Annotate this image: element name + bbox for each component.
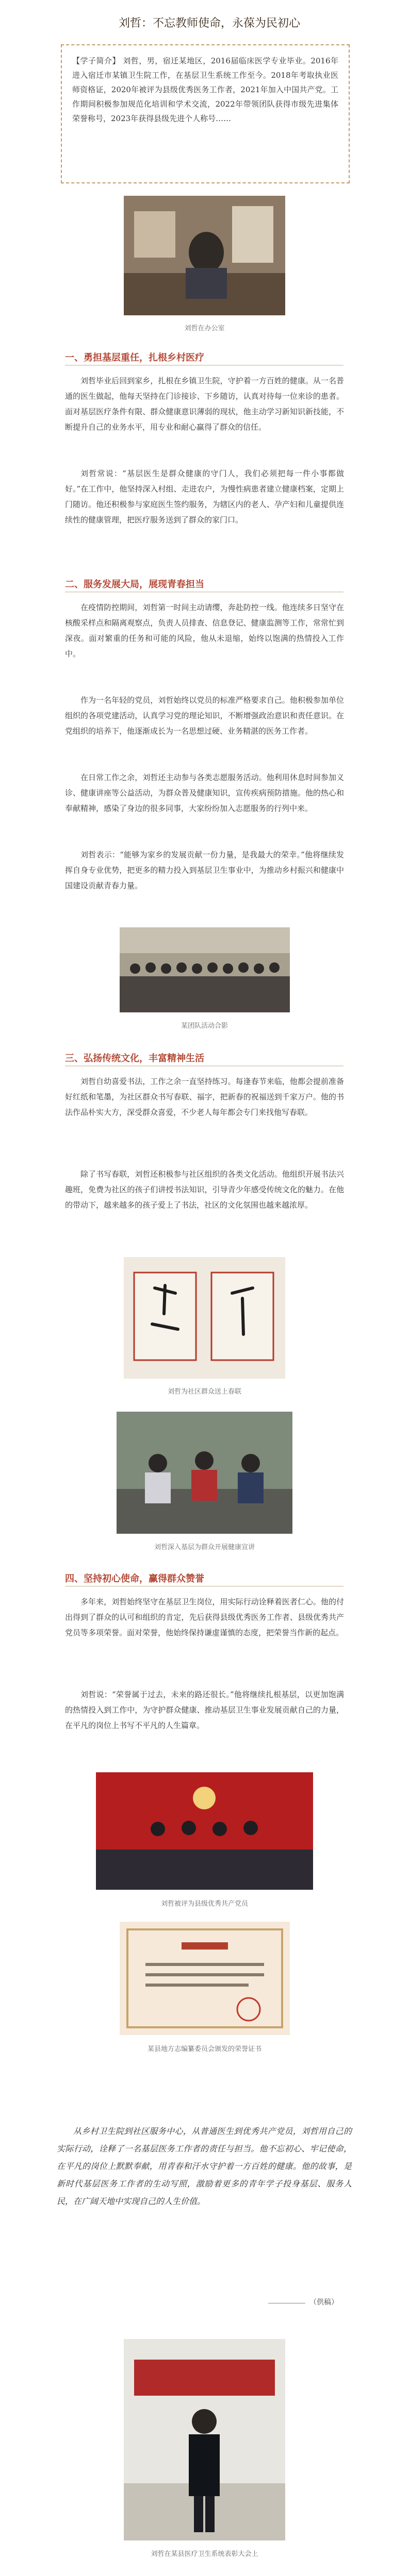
- photo-caption: 刘哲在办公室: [184, 325, 225, 332]
- award-stage-photo: [96, 1772, 313, 1890]
- section-paragraph: 刘哲毕业后回到家乡，扎根在乡镇卫生院，守护着一方百姓的健康。从一名普通的医生做起，他每天坚持在门诊接诊、下乡随访，认真对待每一位来诊的患者。面对基层医疗条件有限、群众健康意识薄弱的现状，他主动学习新知识新技能，不断提升自己的业务水平，用专业和耐心赢得了群众的信任。: [65, 376, 344, 432]
- portrait-photo: [124, 2339, 285, 2540]
- section-divider: [65, 365, 343, 366]
- photo-caption: 某团队活动合影: [181, 1022, 228, 1030]
- calligraphy-photo: [124, 1257, 285, 1379]
- photo-caption: 刘哲被评为县级优秀共产党员: [160, 1900, 248, 1908]
- section-heading: 一、勇担基层重任，扎根乡村医疗: [65, 352, 204, 363]
- section-paragraph: 刘哲自幼喜爱书法，工作之余一直坚持练习。每逢春节来临，他都会提前准备好红纸和笔墨，为社区群众书写春联、福字，把新春的祝福送到千家万户。他的书法作品朴实大方，深受群众喜爱，不少老人每年都会专门来找他写春联。: [65, 1077, 344, 1117]
- section-paragraph: 作为一名年轻的党员，刘哲始终以党员的标准严格要求自己。他积极参加单位组织的各项党建活动，认真学习党的理论知识，不断增强政治意识和责任意识。在党组织的培养下，他逐渐成长为一名思想过硬、业务精湛的医务工作者。: [65, 696, 344, 736]
- section-divider: [65, 1586, 343, 1587]
- intro-box: 【学子简介】 刘哲，男，宿迁某地区，2016届临床医学专业毕业。2016年进入宿迁市某镇卫生院工作，在基层卫生系统工作至今。2018年考取执业医师资格证，2020年被评为县级优秀医务工作者，2021年加入中国共产党。工作期间积极参加规范化培训和学术交流，2022年带领团队获得市级先进集体荣誉称号，2023年获得县级先进个人称号……: [61, 44, 350, 183]
- section-divider: [65, 1065, 343, 1066]
- photo-caption: 刘哲深入基层为群众开展健康宣讲: [154, 1544, 255, 1551]
- photo-caption: 刘哲在某县医疗卫生系统表彰大会上: [151, 2550, 258, 2558]
- group-photo: [120, 927, 290, 1012]
- outreach-photo: [117, 1412, 292, 1534]
- certificate-photo: [120, 1922, 290, 2035]
- section-paragraph: 在日常工作之余，刘哲还主动参与各类志愿服务活动。他利用休息时间参加义诊、健康讲座等公益活动，为群众普及健康知识，宣传疾病预防措施。他的热心和奉献精神，感染了身边的很多同事，大家纷纷加入志愿服务的行列中来。: [65, 773, 344, 813]
- photo-caption: 某县地方志编纂委员会颁发的荣誉证书: [147, 2045, 261, 2053]
- section-heading: 二、服务发展大局，展现青春担当: [65, 579, 204, 590]
- section-paragraph: 刘哲说：“荣誉属于过去，未来的路还很长。”他将继续扎根基层，以更加饱满的热情投入到工作中，为守护群众健康、推动基层卫生事业发展贡献自己的力量，在平凡的岗位上书写不平凡的人生篇章。: [65, 1690, 344, 1730]
- section-divider: [65, 591, 343, 592]
- photo-caption: 刘哲为社区群众送上春联: [167, 1388, 241, 1396]
- section-paragraph: 多年来，刘哲始终坚守在基层卫生岗位，用实际行动诠释着医者仁心。他的付出得到了群众的认可和组织的肯定，先后获得县级优秀医务工作者、县级优秀共产党员等多项荣誉。面对荣誉，他始终保持谦虚谨慎的态度，把荣誉当作新的起点。: [65, 1597, 344, 1637]
- office-photo: [124, 196, 285, 315]
- section-paragraph: 在疫情防控期间，刘哲第一时间主动请缨，奔赴防控一线。他连续多日坚守在核酸采样点和隔离观察点，负责人员排查、信息登记、健康监测等工作，常常忙到深夜。面对繁重的任务和可能的风险，他从未退缩，始终以饱满的热情投入工作中。: [65, 603, 344, 658]
- section-heading: 三、弘扬传统文化，丰富精神生活: [65, 1053, 204, 1064]
- section-paragraph: 刘哲常说：“基层医生是群众健康的守门人，我们必须把每一件小事都做好。”在工作中，他坚持深入村组、走进农户，为慢性病患者建立健康档案，定期上门随访。他还积极参与家庭医生签约服务，为辖区内的老人、孕产妇和儿童提供连续性的健康管理，把医疗服务送到了群众的家门口。: [65, 469, 344, 524]
- signature: （供稿）: [309, 2298, 338, 2307]
- section-paragraph: 刘哲表示：“能够为家乡的发展贡献一份力量，是我最大的荣幸。”他将继续发挥自身专业优势，把更多的精力投入到基层卫生事业中，为推动乡村振兴和健康中国建设贡献青春力量。: [65, 850, 344, 890]
- closing-text: 从乡村卫生院到社区服务中心，从普通医生到优秀共产党员，刘哲用自己的实际行动，诠释了一名基层医务工作者的责任与担当。他不忘初心、牢记使命，在平凡的岗位上默默奉献，用青春和汗水守护着一方百姓的健康。他的故事，是新时代基层医务工作者的生动写照，激励着更多的青年学子投身基层、服务人民，在广阔天地中实现自己的人生价值。: [57, 2126, 352, 2206]
- section-paragraph: 除了书写春联，刘哲还积极参与社区组织的各类文化活动。他组织开展书法兴趣班，免费为社区的孩子们讲授书法知识，引导青少年感受传统文化的魅力。在他的带动下，越来越多的孩子爱上了书法，社区的文化氛围也越来越浓厚。: [65, 1170, 344, 1210]
- article-title: 刘哲：不忘教师使命，永葆为民初心: [118, 17, 300, 30]
- section-heading: 四、坚持初心使命，赢得群众赞誉: [65, 1573, 204, 1584]
